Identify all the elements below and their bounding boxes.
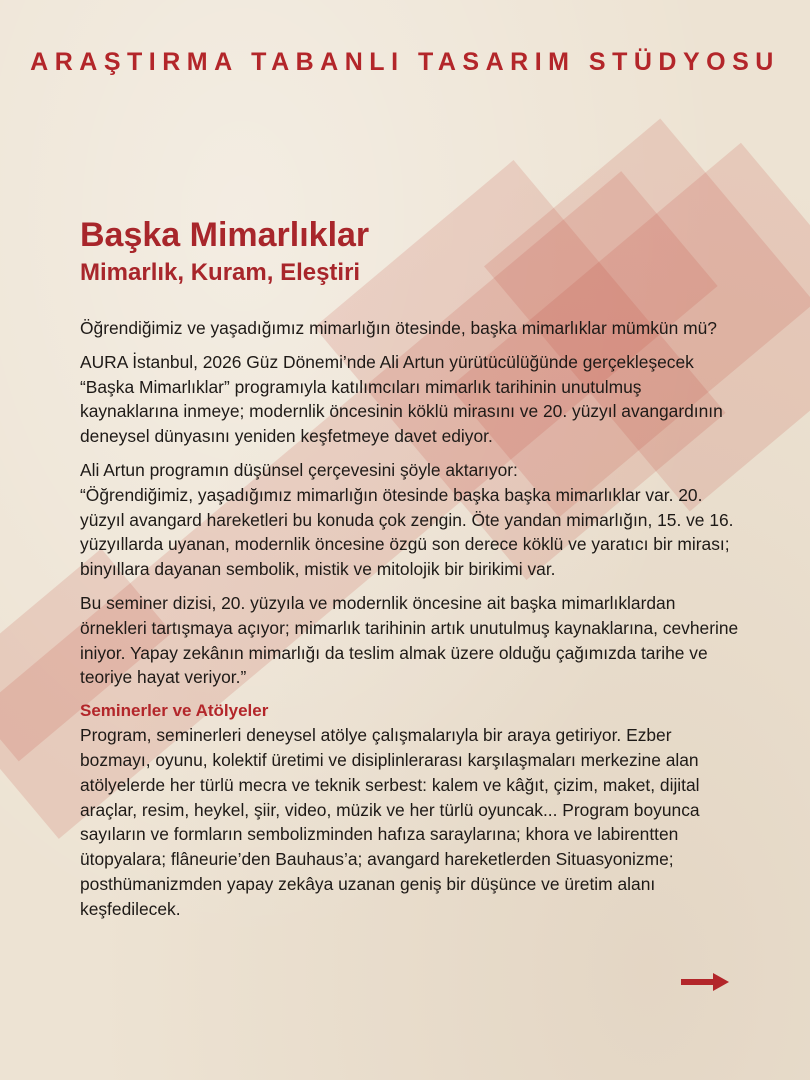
page-subtitle: Mimarlık, Kuram, Eleştiri xyxy=(80,259,361,286)
section-body: Program, seminerleri deneysel atölye çalışmalarıyla bir araya getiriyor. Ezber bozmayı, oyunu, kolektif üretimi ve disiplinlerarası karşılaşmaları merkezine alan atölyelerde her türlü mecra ve teknik serbest: kalem ve kâğıt, çizim, maket, dijital araçlar, resim, heykel, şiir, video, müzik ve her türlü oyuncak... Program boyunca sayıların ve formların sembolizminden hafıza saraylarına; khora ve labirentten ütopyalara; flâneurie’den Bauhaus’a; avangard hareketlerden Situasyonizme; posthümanizmden yapay zekâya uzanan geniş bir düşünce ve üretim alanı keşfedilecek. xyxy=(80,725,700,919)
studio-label: ARAŞTIRMA TABANLI TASARIM STÜDYOSU xyxy=(30,48,780,76)
quote-paragraph: “Öğrendiğimiz, yaşadığımız mimarlığın ötesinde başka başka mimarlıklar var. 20. yüzyıl avangard hareketleri bu konuda çok zengin. Öte yandan mimarlığın, 15. ve 16. yüzyıllarda uyanan, modernlik öncesine özgü son derece köklü ve yaratıcı bir mirası; binyıllara dayanan sembolik, mistik ve mitolojik bir birikimi var. xyxy=(80,484,734,580)
arrow-right-icon[interactable] xyxy=(681,973,729,991)
page-title: Başka Mimarlıklar xyxy=(80,216,370,254)
intro-question: Öğrendiğimiz ve yaşadığımız mimarlığın ötesinde, başka mimarlıklar mümkün mü? xyxy=(80,318,717,338)
program-description: AURA İstanbul, 2026 Güz Dönemi’nde Ali Artun yürütücülüğünde gerçekleşecek “Başka Mimarlıklar” programıyla katılımcıları mimarlık tarihinin unutulmuş kaynaklarına inmeye; modernlik öncesinin köklü mirasını ve 20. yüzyıl avangardının deneysel dünyasını yeniden keşfetmeye davet ediyor. xyxy=(80,351,723,447)
seminar-paragraph: Bu seminer dizisi, 20. yüzyıla ve modernlik öncesine ait başka mimarlıklardan örnekleri tartışmaya açıyor; mimarlık tarihinin artık unutulmuş kaynaklarına, cevherine iniyor. Yapay zekânın mimarlığı da teslim almak üzere olduğu çağımızda tarihe ve teoriye hayat veriyor.” xyxy=(80,592,739,688)
section-heading: Seminerler ve Atölyeler xyxy=(80,701,269,721)
body-text xyxy=(80,316,740,922)
quote-intro: Ali Artun programın düşünsel çerçevesini şöyle aktarıyor: xyxy=(80,459,518,480)
